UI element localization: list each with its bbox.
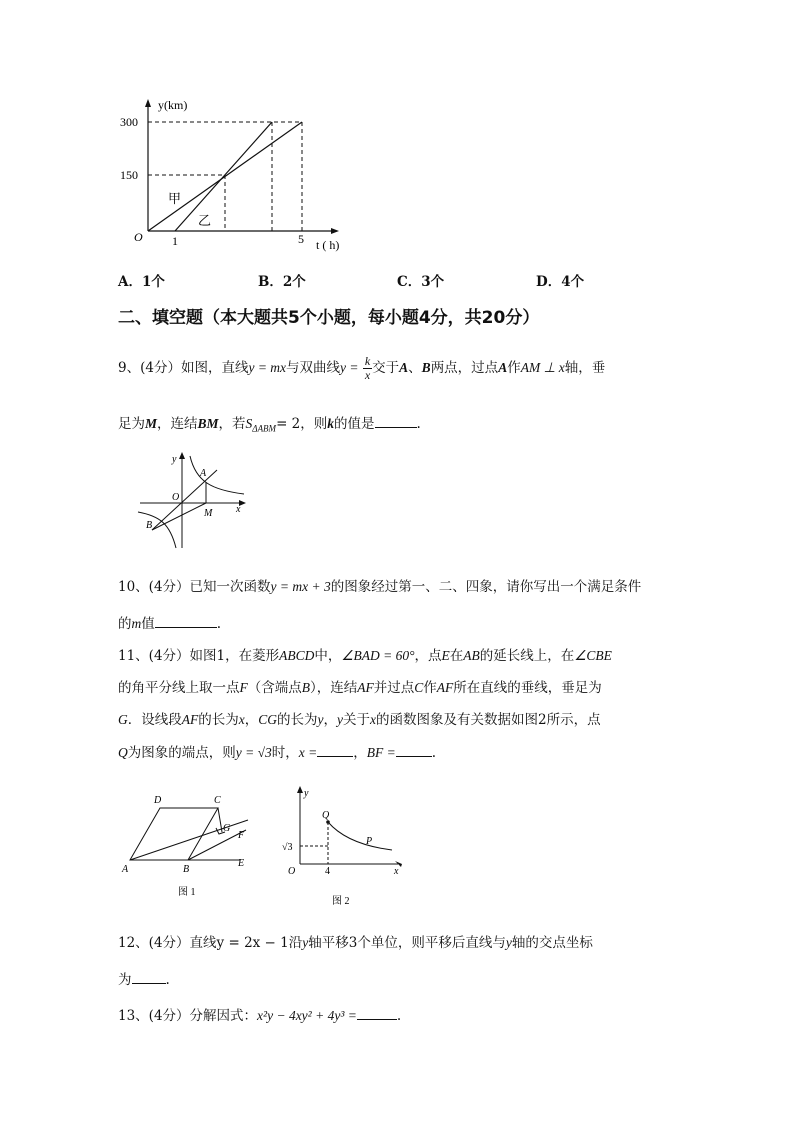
fig9-b: B <box>146 520 153 531</box>
q11-l3a: ．设线段 <box>127 712 182 728</box>
line-yi <box>175 122 272 231</box>
q10-m: m <box>131 616 142 631</box>
q9-area-val: = 2 <box>276 416 301 432</box>
q9-l2e: 的值是 <box>334 416 375 432</box>
tick-1: 1 <box>172 234 178 248</box>
q9-t4: 两点，过点 <box>430 360 499 376</box>
label-jia: 甲 <box>168 191 182 206</box>
fig1-a: A <box>122 864 129 875</box>
q11-l2a: 的角平分线上取一点 <box>118 680 240 696</box>
q11-angle: ∠BAD = 60° <box>341 648 415 663</box>
q11-af3: AF <box>181 712 199 727</box>
fig1-c: C <box>214 795 221 806</box>
q9-l2d: ，则 <box>300 416 328 432</box>
q9-l2b: ，连结 <box>157 416 198 432</box>
q9-fraction <box>363 355 372 382</box>
q10-c: 的 <box>118 616 132 632</box>
fig2-q: Q <box>322 810 330 821</box>
fig1-caption: 图 1 <box>178 887 196 898</box>
q12-a: 12、(4分）直线 <box>118 935 217 951</box>
q12-b: 沿 <box>288 935 303 951</box>
q11-l3d: 的长为 <box>277 712 318 728</box>
q9-answer-blank[interactable] <box>375 415 417 428</box>
q11-g: G <box>118 712 128 727</box>
q11-l3b: 的长为 <box>198 712 239 728</box>
q11-abcd: ABCD <box>279 648 315 663</box>
q12-e: 为 <box>118 972 132 988</box>
q11-x: x <box>238 712 245 727</box>
q9-t2: 交于 <box>372 360 400 376</box>
q11-l3e: ， <box>323 712 338 728</box>
q11-l1d: 在 <box>449 648 464 664</box>
q13-line1 <box>118 1004 401 1024</box>
fig2-o: O <box>288 866 296 877</box>
q11-line4 <box>118 741 436 761</box>
option-b: B．2个 <box>258 274 306 290</box>
q11-l3g: 的函数图象及有关数据如图2所示，点 <box>376 712 601 728</box>
q11-f: F <box>239 680 248 695</box>
q11-c: C <box>414 680 424 695</box>
fig2-sqrt3: √3 <box>282 842 293 853</box>
q10-end: . <box>216 616 222 632</box>
q11-line3 <box>118 708 601 728</box>
option-a: A．1个 <box>118 274 165 290</box>
y-axis-arrow <box>145 99 151 107</box>
fig9-m: M <box>204 508 213 519</box>
q9-line1 <box>118 355 605 382</box>
q9-eq1: y = mx <box>248 360 287 375</box>
q11-y: y <box>317 712 324 727</box>
q11-cg: CG <box>258 712 278 727</box>
option-c: C．3个 <box>397 274 445 290</box>
q10-d: 值 <box>141 616 155 632</box>
label-yi: 乙 <box>198 213 212 228</box>
fig2-y: y <box>304 788 309 799</box>
fig9-x: x <box>236 504 241 515</box>
q9-num: 9、(4分）如图，直线 <box>118 360 249 376</box>
q12-d: 轴的交点坐标 <box>511 935 593 951</box>
q11-af: AF <box>357 680 374 695</box>
q12-end: . <box>165 972 170 988</box>
q10-b: 的图象经过第一、二、四象，请你写出一个满足条件 <box>330 579 642 595</box>
q12-eq: y = 2x − 1 <box>216 935 289 951</box>
q12-y: y <box>302 935 309 950</box>
section-title: 二、填空题（本大题共5个小题，每小题4分，共20分） <box>118 308 540 328</box>
fig9-bm <box>152 503 206 530</box>
q9-k: k <box>327 416 335 431</box>
q11-l2d: 并过点 <box>373 680 415 696</box>
fig9-hyperbola-left <box>138 512 176 548</box>
q9-l2c: ，若 <box>218 416 246 432</box>
q9-pt-a: A <box>399 360 409 375</box>
option-d: D．4个 <box>536 274 585 290</box>
q11-x2: x <box>370 712 377 727</box>
tick-5: 5 <box>298 232 304 246</box>
fig1-e: E <box>238 858 245 869</box>
q11-eq: y = √3 <box>235 745 272 760</box>
fig2-caption: 图 2 <box>332 896 350 907</box>
q12-y2: y <box>505 935 512 950</box>
q9-perp: AM ⊥ x <box>520 360 565 375</box>
fig9-y: y <box>172 454 177 465</box>
q11-l1a: 11、(4分）如图1，在菱形 <box>118 648 280 664</box>
q11-e: E <box>441 648 450 663</box>
q11-figure-1 <box>118 790 268 902</box>
q11-l3f: 关于 <box>343 712 371 728</box>
fig1-f: F <box>238 830 245 841</box>
q11-l3c: ， <box>244 712 259 728</box>
q11-bf: BF = <box>366 745 396 760</box>
line-cg <box>218 808 222 832</box>
origin-label: O <box>134 230 143 244</box>
x-axis-arrow <box>331 228 339 234</box>
q9-t3: 、 <box>408 360 422 376</box>
q9-frac-num: k <box>364 354 371 368</box>
q11-l2c: ），连结 <box>310 680 358 696</box>
q10-answer-blank[interactable] <box>155 615 217 628</box>
q11-answer-blank-2[interactable] <box>396 744 432 757</box>
q10-line1 <box>118 575 641 595</box>
q11-l1e: 的延长线上，在 <box>479 648 575 664</box>
q12-line1 <box>118 931 593 951</box>
q9-t5: 作 <box>507 360 521 376</box>
q9-bm: BM <box>197 416 219 431</box>
q11-x3: x = <box>298 745 318 760</box>
q11-l1c: ，点 <box>414 648 442 664</box>
q9-pt-m: M <box>145 416 158 431</box>
q11-l4c: ， <box>353 745 367 761</box>
fig1-b: B <box>183 864 190 875</box>
q10-a: 10、(4分）已知一次函数 <box>118 579 271 595</box>
q11-l4a: 为图象的端点，则 <box>127 745 236 761</box>
q11-answer-blank-1[interactable] <box>317 744 353 757</box>
q11-q: Q <box>118 745 128 760</box>
q11-line1 <box>118 644 612 664</box>
fig1-g: G <box>223 823 231 834</box>
rhombus-abcd <box>130 808 218 860</box>
q11-l4b: 时， <box>271 745 299 761</box>
q11-l1b: 中， <box>314 648 342 664</box>
fig2-x: x <box>394 866 399 877</box>
q9-pt-b: B <box>421 360 431 375</box>
q9-t1: 与双曲线 <box>286 360 341 376</box>
q9-l2a: 足为 <box>118 416 145 432</box>
q13-expr: x²y − 4xy² + 4y³ = <box>257 1008 357 1023</box>
distance-time-graph <box>110 95 370 255</box>
q11-ab: AB <box>463 648 480 663</box>
fig2-y-arrow <box>297 786 303 793</box>
q11-line2 <box>118 676 602 696</box>
q12-answer-blank[interactable] <box>132 971 166 984</box>
fig9-y-arrow <box>179 452 185 459</box>
q9-t6: 轴，垂 <box>564 360 606 376</box>
q12-c: 轴平移3个单位，则平移后直线与 <box>308 935 506 951</box>
q11-end: . <box>431 745 437 761</box>
fig9-a: A <box>200 468 207 479</box>
q11-figure-2 <box>280 784 410 910</box>
q9-figure <box>132 448 262 553</box>
q13-a: 13、(4分）分解因式： <box>118 1008 258 1024</box>
y-axis-label: y(km) <box>158 98 188 112</box>
q11-l2b: （含端点 <box>247 680 302 696</box>
q11-l2f: 所在直线的垂线，垂足为 <box>453 680 602 696</box>
q11-angle2: ∠CBE <box>574 648 612 663</box>
x-axis-label: t ( h) <box>316 238 340 252</box>
q9-frac-den: x <box>364 368 371 382</box>
tick-300: 300 <box>120 115 138 129</box>
fig2-p: P <box>366 836 373 847</box>
q11-bpt: B <box>301 680 310 695</box>
q9-end: . <box>416 416 421 432</box>
fig2-curve <box>328 822 392 850</box>
q13-answer-blank[interactable] <box>357 1007 397 1020</box>
fig9-o: O <box>172 492 180 503</box>
q9-area: S <box>245 416 253 431</box>
q10-eq: y = mx + 3 <box>270 579 331 594</box>
q9-area-sub: ΔABM <box>252 423 277 434</box>
q10-line2 <box>118 612 221 632</box>
q11-l2e: 作 <box>423 680 437 696</box>
line-jia <box>148 122 302 231</box>
tick-150: 150 <box>120 168 138 182</box>
q13-end: . <box>396 1008 402 1024</box>
fig1-d: D <box>154 795 162 806</box>
q9-pt-a2: A <box>498 360 508 375</box>
q12-line2 <box>118 968 170 988</box>
fig9-hyperbola-right <box>190 456 244 494</box>
q11-y2: y <box>337 712 344 727</box>
fig2-four: 4 <box>325 866 330 877</box>
q9-eq2: y = <box>340 360 359 375</box>
line-af <box>130 820 248 860</box>
q11-af2: AF <box>436 680 454 695</box>
q9-line2 <box>118 412 421 434</box>
